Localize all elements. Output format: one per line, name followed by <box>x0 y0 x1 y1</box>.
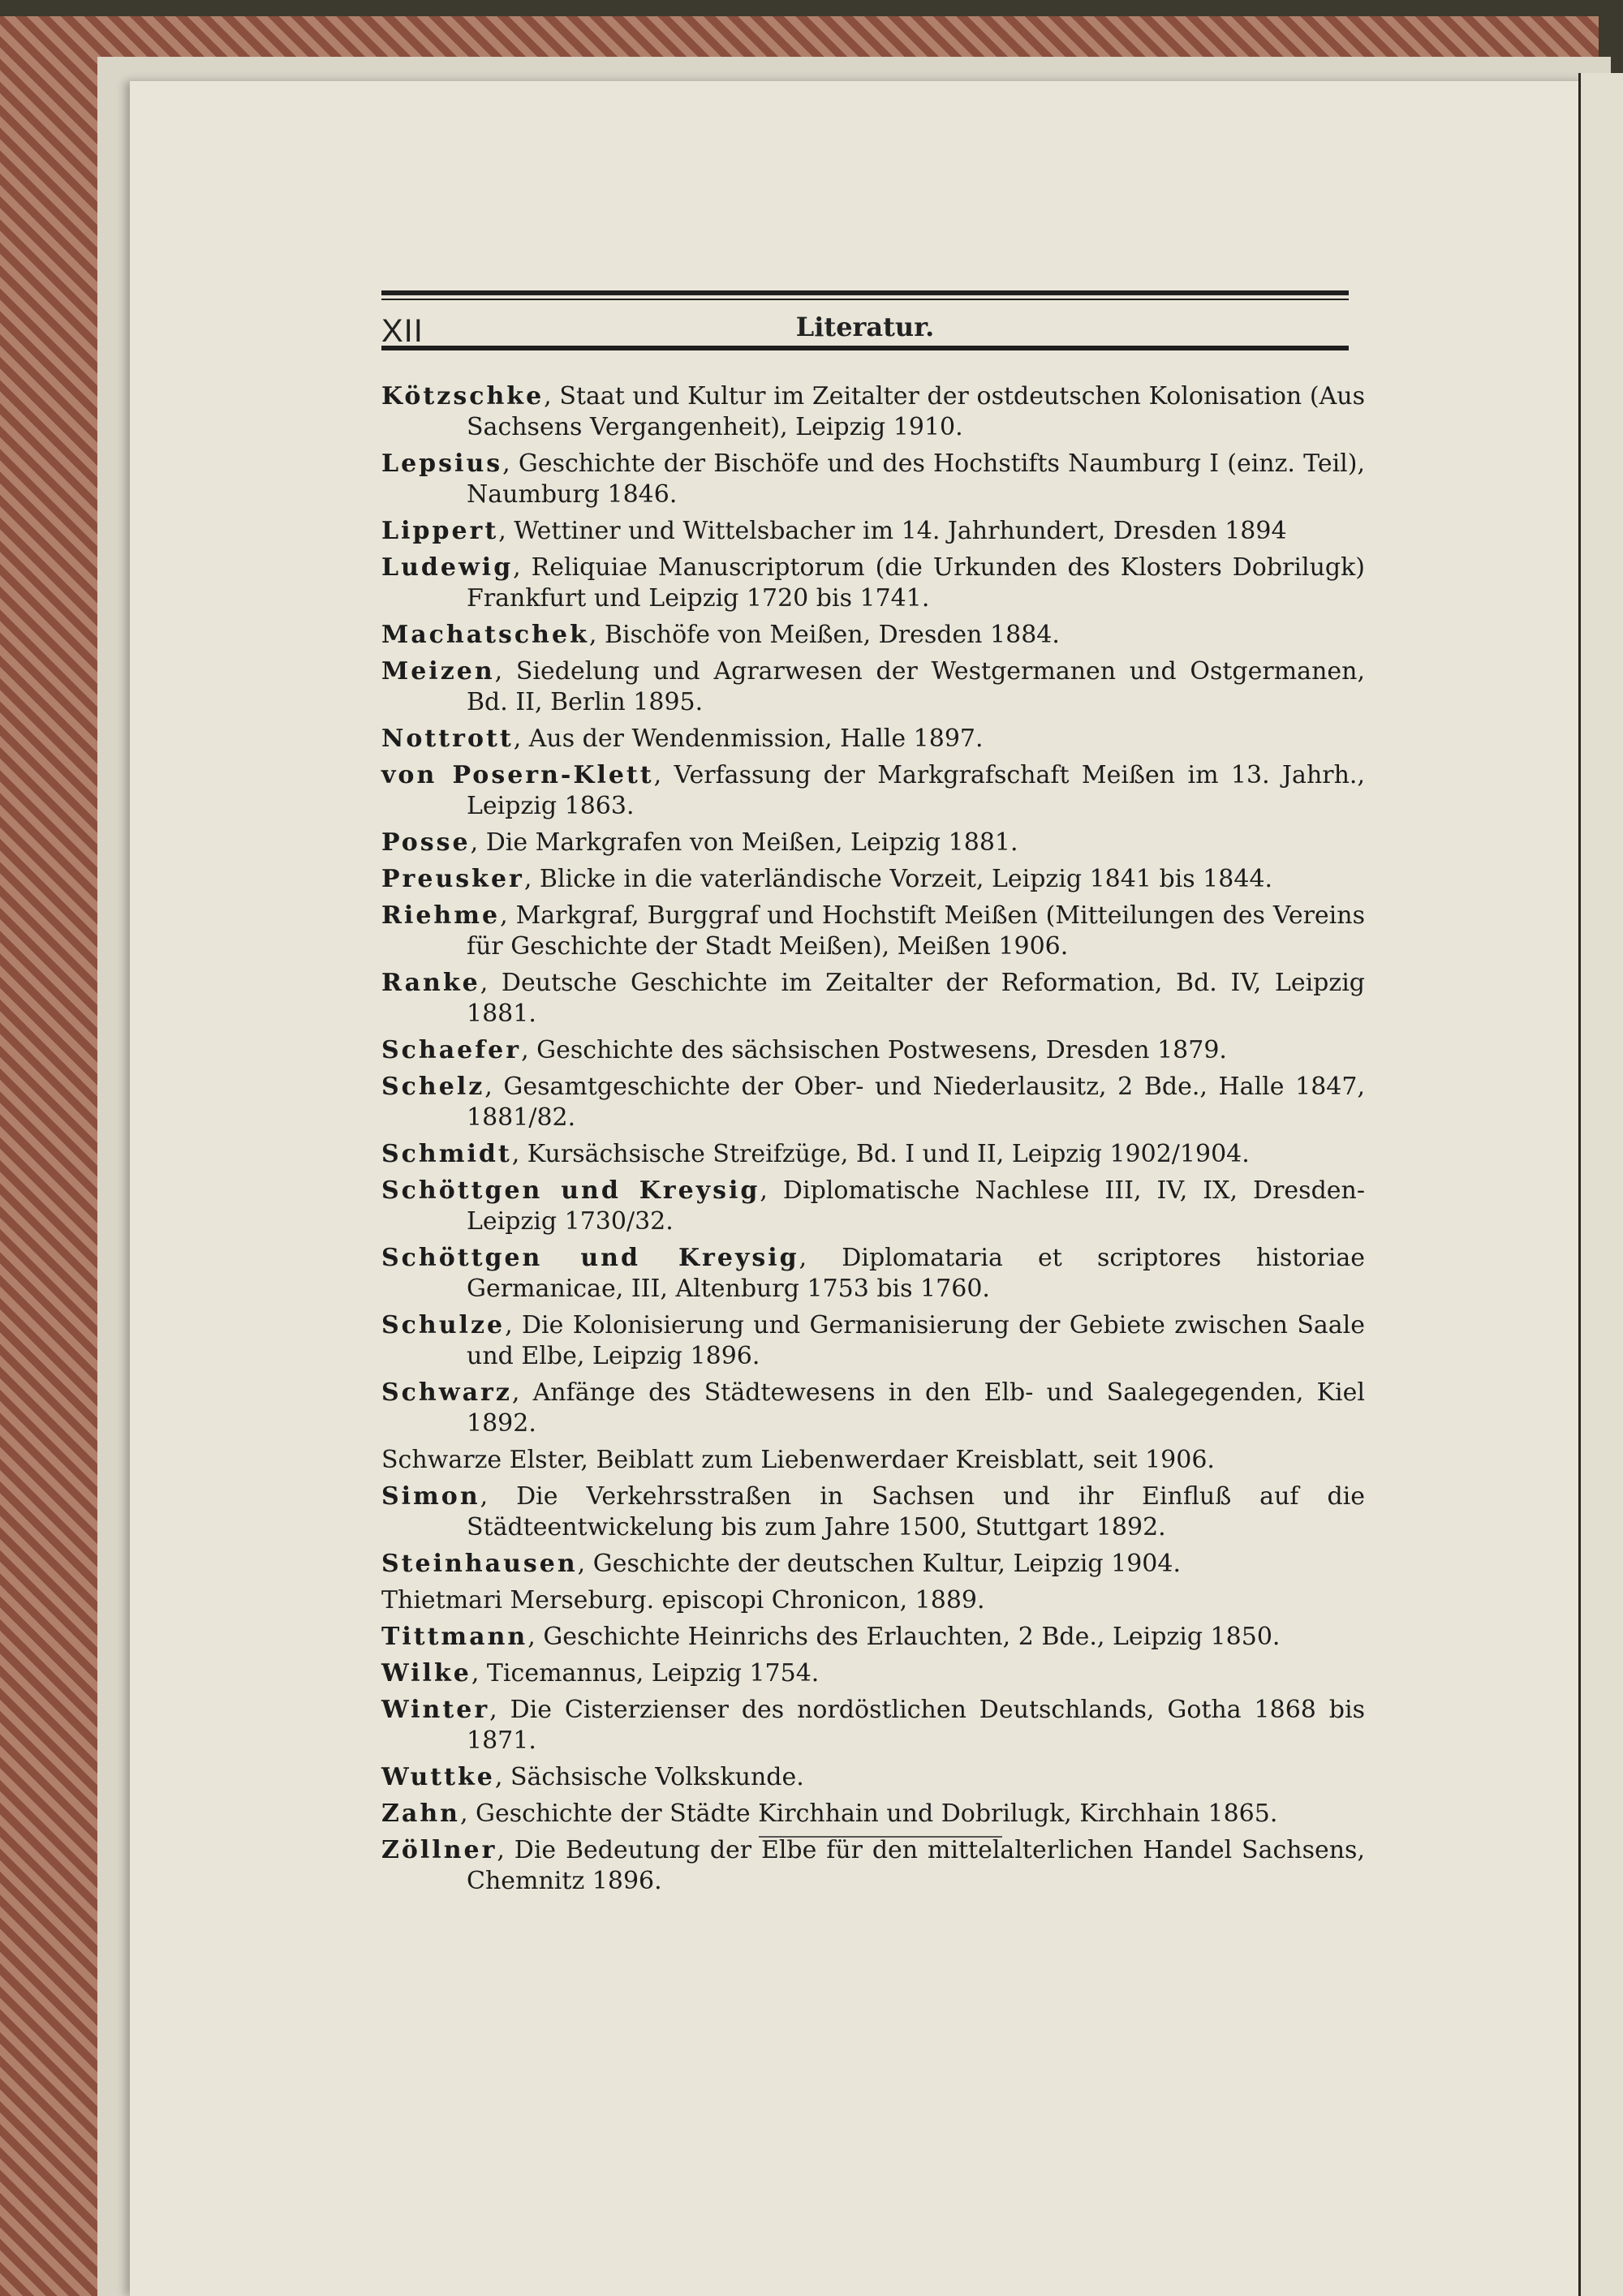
entry-author: Schaefer <box>381 1036 522 1064</box>
bibliography-entry <box>381 1658 1365 1689</box>
page-number: XII <box>381 313 424 349</box>
entry-author: Preusker <box>381 865 524 893</box>
entry-text: , Ticemannus, Leipzig 1754. <box>471 1659 820 1688</box>
entry-text: , Anfänge des Städtewesens in den Elb- und Saalegegenden, Kiel 1892. <box>467 1378 1365 1438</box>
entry-text: , Die Cisterzienser des nordöstlichen Deutschlands, Gotha 1868 bis 1871. <box>467 1696 1365 1755</box>
running-title: Literatur. <box>795 312 935 342</box>
entry-text: , Die Verkehrsstraßen in Sachsen und ihr Einfluß auf die Städteentwickelung bis zum Jahre 1500, Stuttgart 1892. <box>467 1482 1365 1541</box>
entry-text: , Wettiner und Wittelsbacher im 14. Jahrhundert, Dresden 1894 <box>498 517 1287 545</box>
entry-author: Zöllner <box>381 1836 497 1864</box>
entry-author: Meizen <box>381 657 495 686</box>
entry-text: , Diplomatische Nachlese III, IV, IX, Dresden-Leipzig 1730/32. <box>467 1176 1365 1236</box>
entry-author: Schelz <box>381 1073 485 1101</box>
bibliography-entry <box>381 1549 1365 1580</box>
bibliography-entry <box>381 1139 1365 1170</box>
entry-author: Zahn <box>381 1799 460 1828</box>
bibliography-entry <box>381 1310 1365 1372</box>
entry-author: Steinhausen <box>381 1550 578 1578</box>
entry-text: , Geschichte der Städte Kirchhain und Dobrilugk, Kirchhain 1865. <box>459 1799 1278 1828</box>
entry-author: von Posern-Klett <box>381 761 654 789</box>
entry-text: , Diplomataria et scriptores historiae Germanicae, III, Altenburg 1753 bis 1760. <box>467 1244 1366 1303</box>
bibliography-entry <box>381 724 1365 755</box>
entry-text: Schwarze Elster, Beiblatt zum Liebenwerdaer Kreisblatt, seit 1906. <box>381 1446 1215 1474</box>
entry-text: , Kursächsische Streifzüge, Bd. I und II, Leipzig 1902/1904. <box>511 1140 1250 1168</box>
entry-author: Simon <box>381 1482 480 1511</box>
bibliography-entry <box>381 656 1365 718</box>
end-divider <box>759 1836 1002 1838</box>
entry-author: Schwarz <box>381 1378 512 1407</box>
entry-text: , Die Markgrafen von Meißen, Leipzig 1881. <box>470 828 1018 857</box>
bibliography-entry <box>381 1035 1365 1066</box>
bibliography-entry <box>381 760 1365 822</box>
bibliography-entry <box>381 449 1365 510</box>
bibliography-entry <box>381 1378 1365 1439</box>
facing-page-edge <box>1578 73 1623 2296</box>
entry-author: Winter <box>381 1696 490 1724</box>
bibliography-entry <box>381 1072 1365 1133</box>
bibliography-entry <box>381 620 1365 651</box>
entry-text: Thietmari Merseburg. episcopi Chronicon, 1889. <box>381 1586 985 1615</box>
entry-text: , Geschichte der Bischöfe und des Hochstifts Naumburg I (einz. Teil), Naumburg 1846. <box>467 449 1365 509</box>
entry-text: , Reliquiae Manuscriptorum (die Urkunden des Klosters Dobrilugk) Frankfurt und Leipzig 1720 bis 1741. <box>467 553 1365 613</box>
entry-author: Ludewig <box>381 553 514 582</box>
bibliography-entry <box>381 1762 1365 1793</box>
entry-author: Machatschek <box>381 621 589 649</box>
bibliography-entry <box>381 1695 1365 1756</box>
bibliography-entry <box>381 1445 1365 1476</box>
entry-text: , Siedelung und Agrarwesen der Westgermanen und Ostgermanen, Bd. II, Berlin 1895. <box>467 657 1365 716</box>
bibliography-entry <box>381 1176 1365 1237</box>
entry-author: Schulze <box>381 1311 506 1339</box>
entry-text: , Die Bedeutung der Elbe für den mittelalterlichen Handel Sachsens, Chemnitz 1896. <box>467 1836 1365 1895</box>
entry-text: , Markgraf, Burggraf und Hochstift Meißen (Mitteilungen des Vereins für Geschichte der Stadt Meißen), Meißen 1906. <box>467 901 1365 961</box>
bibliography-entry <box>381 1835 1365 1897</box>
entry-text: , Geschichte Heinrichs des Erlauchten, 2 Bde., Leipzig 1850. <box>527 1623 1281 1651</box>
bibliography-entry <box>381 968 1365 1030</box>
entry-text: , Blicke in die vaterländische Vorzeit, Leipzig 1841 bis 1844. <box>523 865 1273 893</box>
entry-author: Schöttgen und Kreysig <box>381 1176 760 1205</box>
entry-author: Posse <box>381 828 471 857</box>
entry-text: , Bischöfe von Meißen, Dresden 1884. <box>588 621 1060 649</box>
entry-text: , Verfassung der Markgrafschaft Meißen im 13. Jahrh., Leipzig 1863. <box>467 761 1365 820</box>
entry-text: , Aus der Wendenmission, Halle 1897. <box>513 724 984 753</box>
header-rule-bottom <box>381 346 1349 350</box>
entry-author: Ranke <box>381 969 480 997</box>
bibliography-entry <box>381 864 1365 895</box>
header-rule-top <box>381 290 1349 300</box>
page-header <box>381 290 1349 354</box>
entry-text: , Gesamtgeschichte der Ober- und Niederlausitz, 2 Bde., Halle 1847, 1881/82. <box>467 1073 1365 1132</box>
bibliography-entry <box>381 1622 1365 1653</box>
entry-text: , Deutsche Geschichte im Zeitalter der Reformation, Bd. IV, Leipzig 1881. <box>467 969 1365 1028</box>
entry-author: Lippert <box>381 517 499 545</box>
bibliography-entry <box>381 381 1365 443</box>
entry-text: , Geschichte des sächsischen Postwesens, Dresden 1879. <box>521 1036 1227 1064</box>
entry-author: Nottrott <box>381 724 514 753</box>
entry-author: Riehme <box>381 901 501 930</box>
bibliography-entry <box>381 828 1365 858</box>
entry-author: Wilke <box>381 1659 471 1688</box>
bibliography-list <box>381 381 1365 1903</box>
entry-author: Tittmann <box>381 1623 528 1651</box>
bibliography-entry <box>381 553 1365 614</box>
entry-author: Lepsius <box>381 449 503 478</box>
bibliography-entry <box>381 1585 1365 1616</box>
bibliography-entry <box>381 516 1365 547</box>
entry-author: Kötzschke <box>381 382 545 411</box>
entry-author: Schöttgen und Kreysig <box>381 1244 799 1272</box>
entry-author: Wuttke <box>381 1763 495 1791</box>
bibliography-entry <box>381 1243 1365 1305</box>
bibliography-entry <box>381 1799 1365 1829</box>
entry-author: Schmidt <box>381 1140 512 1168</box>
bibliography-entry <box>381 1481 1365 1543</box>
bibliography-entry <box>381 901 1365 962</box>
entry-text: , Sächsische Volkskunde. <box>494 1763 804 1791</box>
entry-text: , Geschichte der deutschen Kultur, Leipzig 1904. <box>577 1550 1182 1578</box>
entry-text: , Staat und Kultur im Zeitalter der ostdeutschen Kolonisation (Aus Sachsens Vergangenheit), Leipzig 1910. <box>467 382 1365 441</box>
entry-text: , Die Kolonisierung und Germanisierung der Gebiete zwischen Saale und Elbe, Leipzig 1896. <box>467 1311 1365 1370</box>
